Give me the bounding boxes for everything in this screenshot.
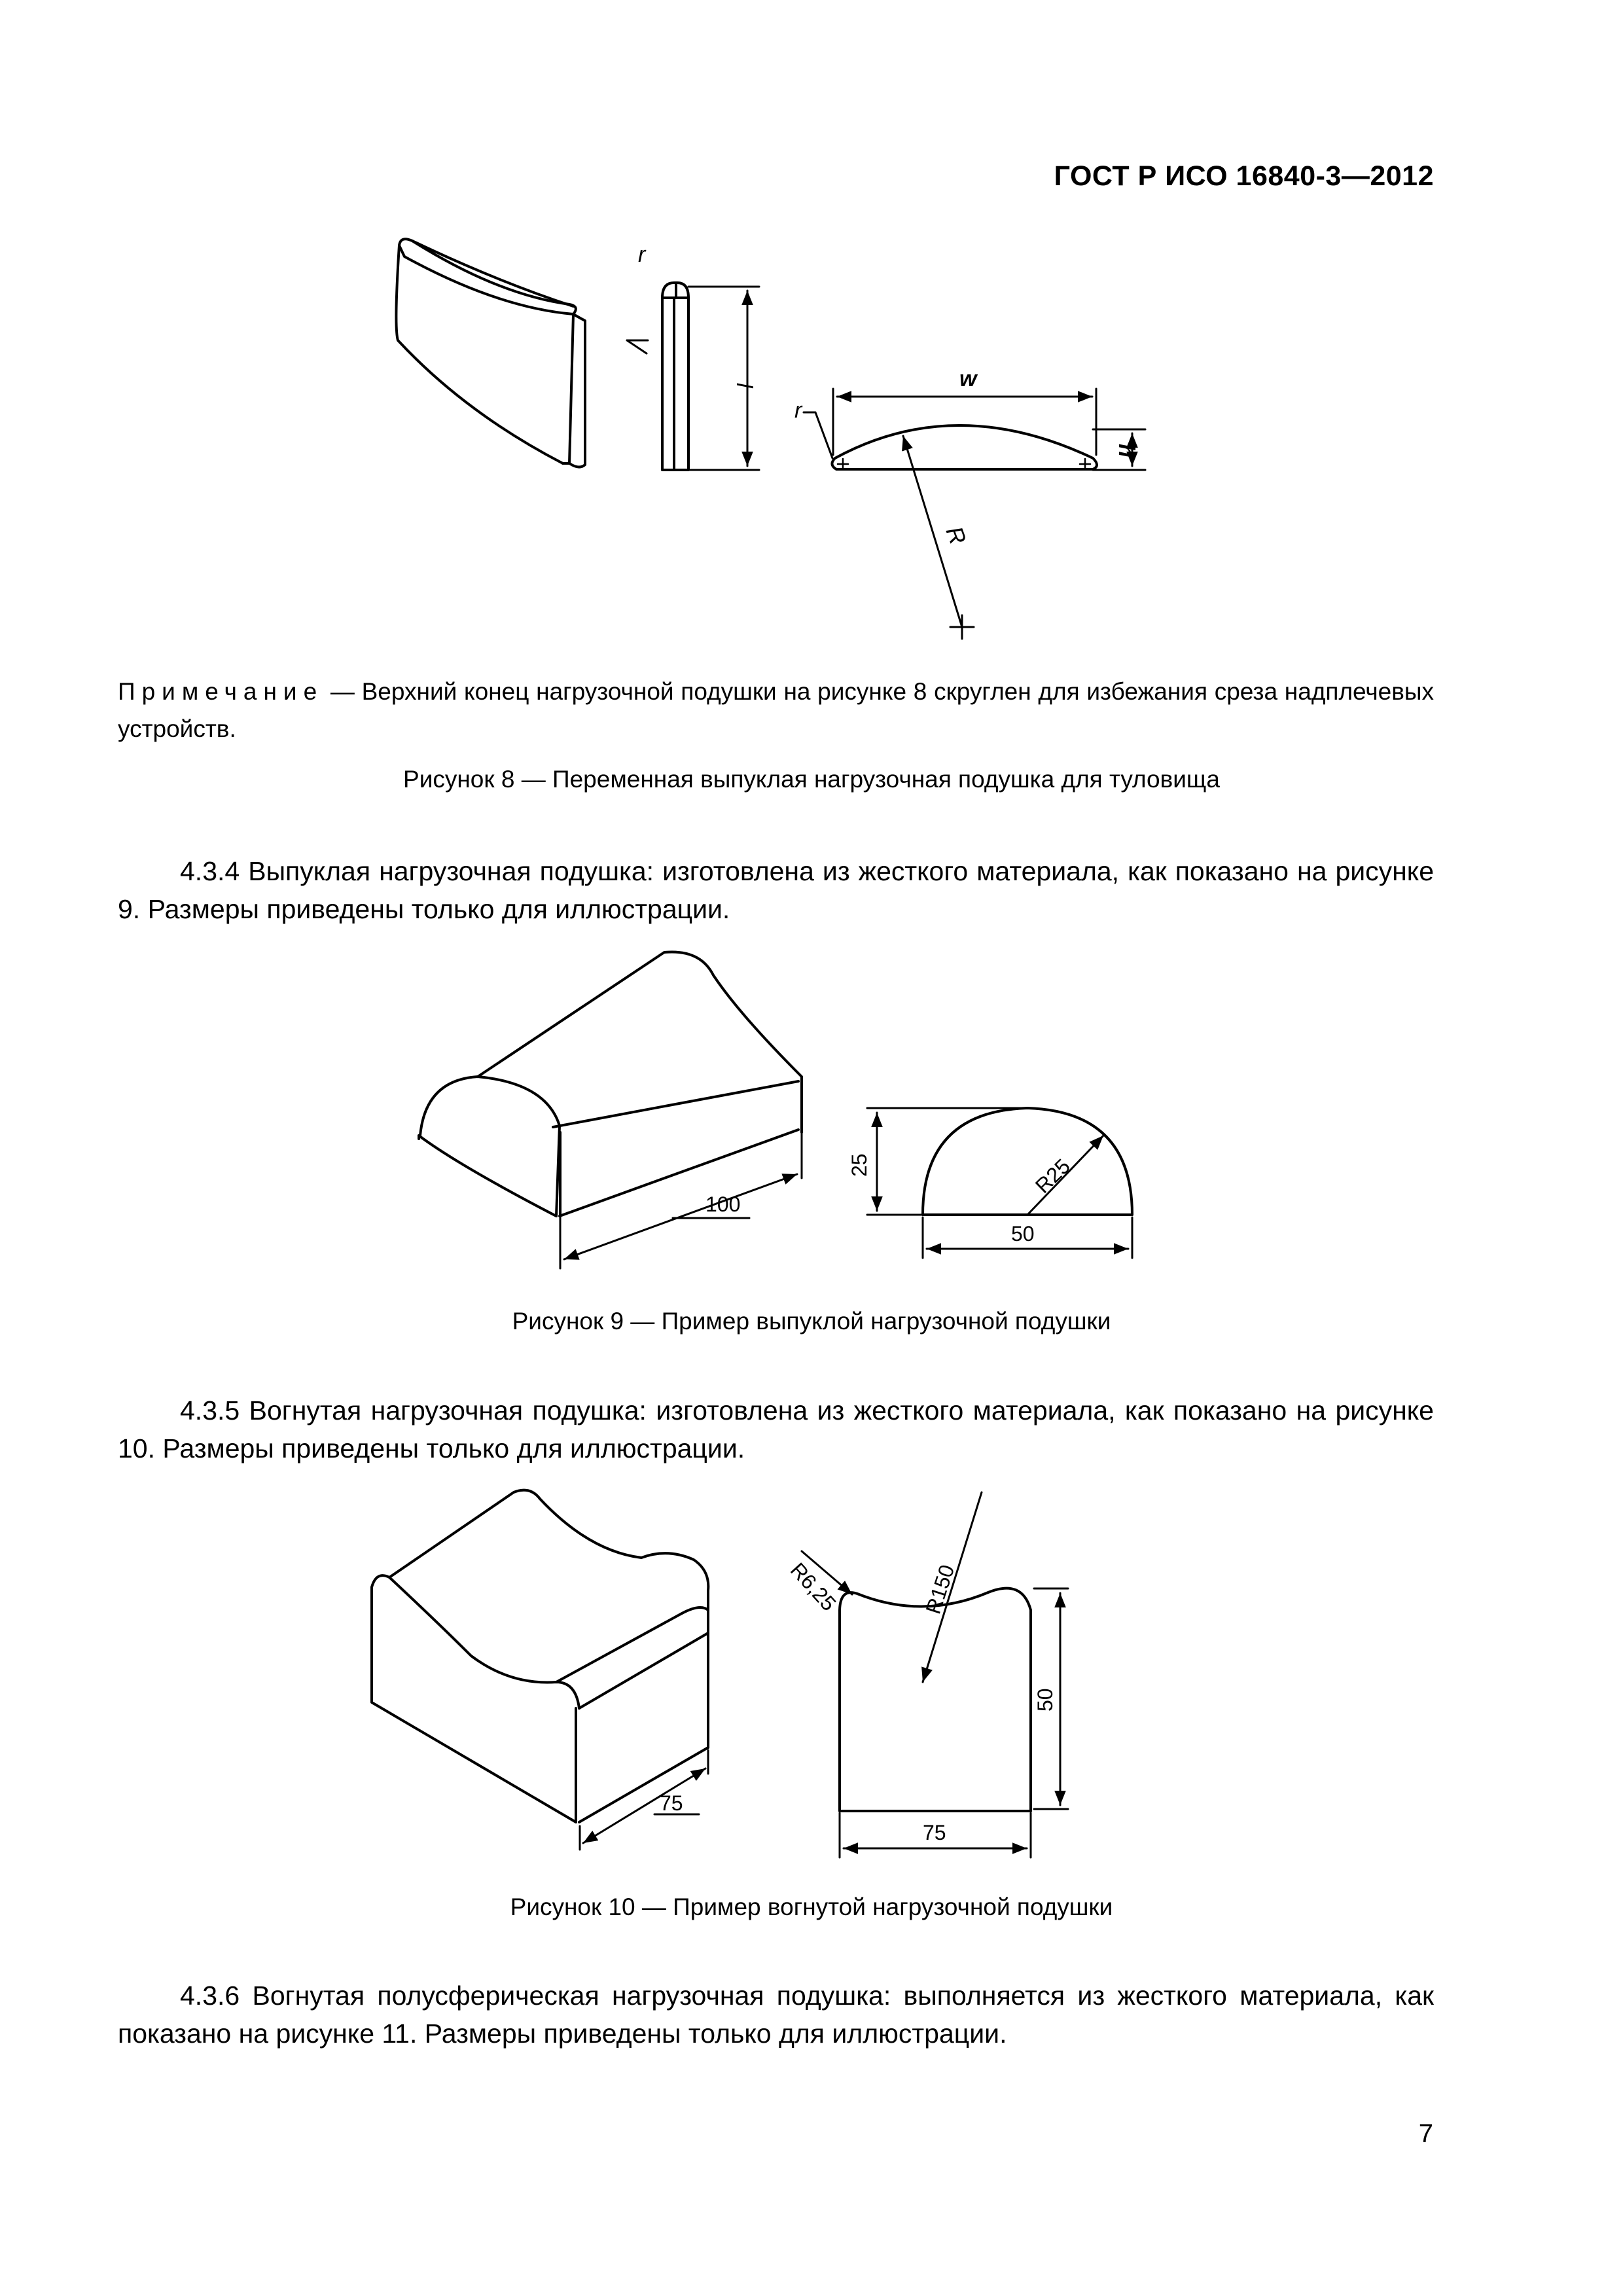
caption-figure-8: Рисунок 8 — Переменная выпуклая нагрузочная подушка для туловища (403, 766, 1220, 793)
caption-figure-10: Рисунок 10 — Пример вогнутой нагрузочной подушки (510, 1893, 1113, 1920)
label-depth-75: 75 (660, 1791, 683, 1815)
label-height-50: 50 (1033, 1688, 1057, 1712)
figure-8-drawing (366, 223, 1185, 655)
paragraph-4-3-4: 4.3.4 Выпуклая нагрузочная подушка: изготовлена из жесткого материала, как показано на рисунке 9. Размеры приведены только для иллюстрации. (118, 856, 1434, 924)
paragraph-4-3-6: 4.3.6 Вогнутая полусферическая нагрузочная подушка: выполняется из жесткого материала, как показано на рисунке 11. Размеры приведены только для иллюстрации. (118, 1981, 1434, 2049)
label-radius-R6-25: R6,25 (785, 1558, 841, 1616)
figure-9-pad-isometric (419, 952, 802, 1268)
label-r-top: r (638, 242, 646, 267)
label-r-left: r (794, 398, 802, 423)
label-width-75: 75 (923, 1821, 946, 1844)
figure-10-pad-isometric (372, 1490, 708, 1850)
label-width-50: 50 (1011, 1222, 1035, 1246)
figure-9-drawing (406, 936, 1178, 1276)
figure-8-pad-isometric (396, 239, 585, 467)
note-text: — Верхний конец нагрузочной подушки на рисунке 8 скруглен для избежания среза надплечевых устройств. (118, 678, 1434, 742)
caption-figure-9: Рисунок 9 — Пример выпуклой нагрузочной подушки (512, 1308, 1111, 1335)
paragraph-4-3-5: 4.3.5 Вогнутая нагрузочная подушка: изготовлена из жесткого материала, как показано на рисунке 10. Размеры приведены только для иллюстрации. (118, 1395, 1434, 1463)
figure-8-pad-side-view (627, 283, 759, 470)
figure-8-pad-front-view (804, 389, 1145, 639)
label-length-100: 100 (705, 1193, 741, 1216)
label-radius-R150: R150 (921, 1562, 959, 1617)
page-number: 7 (1418, 2119, 1433, 2148)
figure-10-pad-front-view (802, 1492, 1068, 1857)
figure-8-note (118, 673, 1434, 747)
label-w: w (959, 367, 977, 391)
document-header: ГОСТ Р ИСО 16840-3—2012 (1054, 160, 1434, 192)
label-l: l (732, 383, 757, 388)
label-height-25: 25 (847, 1153, 871, 1177)
label-radius-R25: R25 (1030, 1154, 1075, 1198)
label-R: R (940, 522, 972, 548)
note-prefix: Примечание (118, 678, 324, 705)
figure-9-pad-front-view (867, 1108, 1132, 1258)
figure-10-drawing (360, 1486, 1211, 1878)
label-h: h (1114, 444, 1139, 457)
